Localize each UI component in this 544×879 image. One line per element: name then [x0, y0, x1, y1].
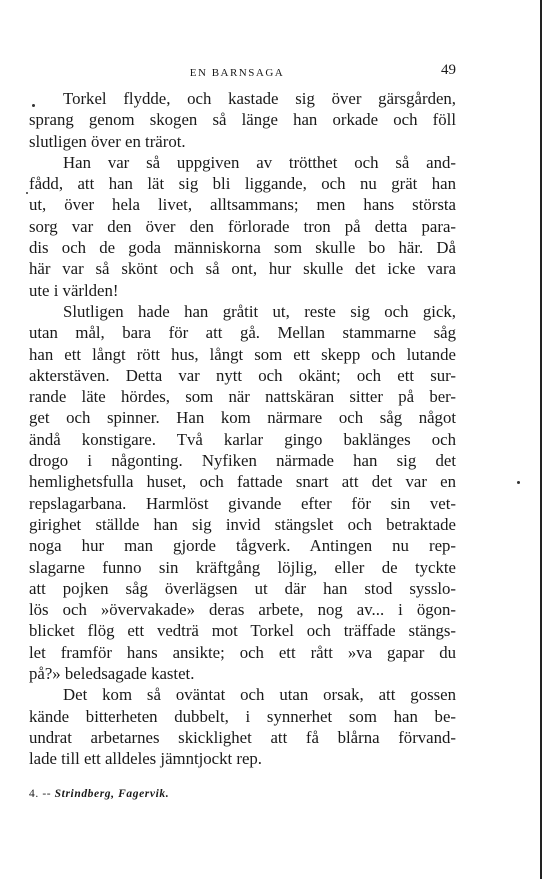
text-line: Det kom så oväntat och utan orsak, att gossen — [63, 685, 456, 705]
ink-speck — [517, 481, 520, 484]
text-line: lös och »övervakade» deras arbete, nog av... i ögon- — [29, 600, 456, 620]
text-line: girighet ställde han sig invid stängslet och betraktade — [29, 514, 456, 534]
body-text — [29, 88, 456, 770]
text-line: Slutligen hade han gråtit ut, reste sig och gick, — [63, 301, 456, 321]
text-line: fådd, att han lät sig bli liggande, och nu grät han — [29, 174, 456, 194]
text-line: kände bitterheten dubbelt, i synnerhet som han be- — [29, 706, 456, 726]
ink-speck — [26, 192, 28, 194]
text-line: Torkel flydde, och kastade sig över gärsgården, — [63, 89, 456, 108]
text-line: Han var så uppgiven av trötthet och så and- — [63, 152, 456, 172]
text-line: akterstäven. Detta var nytt och okänt; och ett sur- — [29, 365, 456, 385]
text-line: hemlighetsfulla huset, och fattade snart att det var en — [29, 472, 456, 492]
running-header — [0, 62, 544, 82]
signature-work: Fagervik. — [118, 788, 170, 800]
text-line: att pojken såg överlägsen ut där han stod sysslo- — [29, 578, 456, 598]
text-line: get och spinner. Han kom närmare och såg något — [29, 408, 456, 428]
text-line: repslagarbana. Harmlöst givande efter för sin vet- — [29, 493, 456, 513]
text-line: blicket flög ett vedträ mot Torkel och träffade stängs- — [29, 621, 456, 641]
text-line: rande läte hördes, som när nattskäran sitter på ber- — [29, 387, 456, 407]
text-line: på?» beledsagade kastet. — [29, 664, 195, 684]
signature-separator: -- — [42, 788, 52, 800]
signature-author: Strindberg, — [54, 788, 115, 800]
text-line: sprang genom skogen så länge han orkade och föll — [29, 110, 456, 130]
text-line: här var så skönt och så ont, hur skulle det icke vara — [29, 259, 456, 279]
text-line: slutligen över en trärot. — [29, 131, 186, 151]
text-line: ändå konstigare. Två karlar gingo baklänges och — [29, 429, 456, 449]
text-line: ut, över hela livet, alltsammans; men hans största — [29, 195, 456, 215]
text-line: ute i världen! — [29, 280, 119, 300]
ink-speck — [32, 104, 35, 107]
text-line: let framför hans ansikte; och ett rått »va gapar du — [29, 642, 456, 662]
text-line: undrat arbetarnes skicklighet att få blårna förvand- — [29, 727, 456, 747]
text-line: utan mål, bara för att gå. Mellan stammarne såg — [29, 323, 456, 343]
text-line: slagarne funno sin kräftgång löjlig, eller de tyckte — [29, 557, 456, 577]
page-number: 49 — [441, 62, 456, 78]
text-line: dis och de goda människorna som skulle bo här. Då — [29, 238, 456, 258]
text-line: lade till ett alldeles jämntjockt rep. — [29, 749, 262, 769]
running-title: EN BARNSAGA — [189, 67, 285, 79]
signature-footer — [29, 788, 169, 800]
text-line: drogo i någonting. Nyfiken närmade han sig det — [29, 451, 456, 471]
text-line: noga hur man gjorde tågverk. Antingen nu rep- — [29, 536, 456, 556]
text-line: han ett långt rött hus, långt som ett skepp och lutande — [29, 344, 456, 364]
signature-number: 4. — [29, 788, 39, 800]
text-line: sorg var den över den förlorade tron på detta para- — [29, 216, 456, 236]
page-edge-border — [540, 0, 542, 879]
